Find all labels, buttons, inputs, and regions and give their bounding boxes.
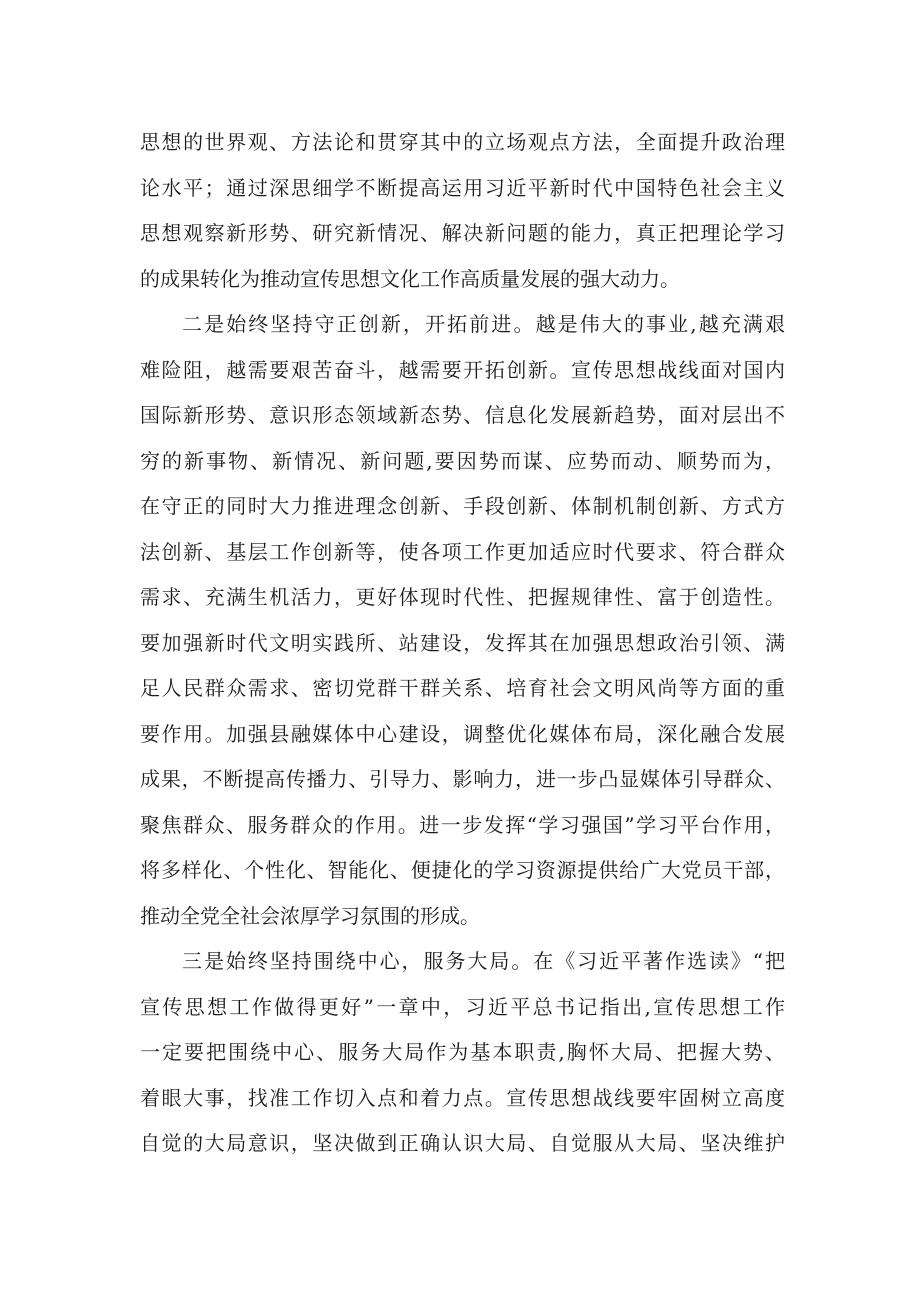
text-line: 自觉的大局意识，坚决做到正确认识大局、自觉服从大局、坚决维护: [140, 1131, 785, 1155]
text-line: 的成果转化为推动宣传思想文化工作高质量发展的强大动力。: [140, 266, 680, 291]
text-line: 要作用。加强县融媒体中心建设，调整优化媒体布局，深化融合发展: [140, 721, 785, 746]
text-line: 将多样化、个性化、智能化、便捷化的学习资源提供给广大党员干部，: [140, 858, 785, 882]
text-line: 国际新形势、意识形态领域新态势、信息化发展新趋势，面对层出不: [140, 403, 785, 427]
text-line: 成果，不断提高传播力、引导力、影响力，进一步凸显媒体引导群众、: [140, 767, 785, 791]
text-line: 推动全党全社会浓厚学习氛围的形成。: [140, 903, 480, 928]
text-line: 难险阻，越需要艰苦奋斗，越需要开拓创新。宣传思想战线面对国内: [140, 357, 785, 382]
text-line: 法创新、基层工作创新等，使各项工作更加适应时代要求、符合群众: [140, 539, 785, 564]
body-text: [140, 120, 785, 1167]
text-line: 思想观察新形势、研究新情况、解决新问题的能力，真正把理论学习: [140, 221, 785, 245]
text-line: 穷的新事物、新情况、新问题,要因势而谋、应势而动、顺势而为，: [140, 448, 785, 473]
text-line: 一定要把围绕中心、服务大局作为基本职责,胸怀大局、把握大势、: [140, 1040, 785, 1064]
text-line: 要加强新时代文明实践所、站建设，发挥其在加强思想政治引领、满: [140, 630, 785, 655]
text-line: 着眼大事，找准工作切入点和着力点。宣传思想战线要牢固树立高度: [140, 1085, 785, 1110]
text-line: 聚焦群众、服务群众的作用。进一步发挥“学习强国”学习平台作用，: [140, 812, 785, 837]
paragraph-first-line: 三是始终坚持围绕中心，服务大局。在《习近平著作选读》“把: [182, 949, 785, 973]
paragraph-first-line: 二是始终坚持守正创新，开拓前进。越是伟大的事业,越充满艰: [182, 312, 785, 336]
text-line: 思想的世界观、方法论和贯穿其中的立场观点方法，全面提升政治理: [140, 130, 785, 154]
text-line: 宣传思想工作做得更好”一章中，习近平总书记指出,宣传思想工作: [140, 994, 785, 1019]
text-line: 足人民群众需求、密切党群干群关系、培育社会文明风尚等方面的重: [140, 676, 785, 700]
text-line: 论水平；通过深思细学不断提高运用习近平新时代中国特色社会主义: [140, 175, 785, 200]
text-line: 在守正的同时大力推进理念创新、手段创新、体制机制创新、方式方: [140, 494, 785, 518]
text-line: 需求、充满生机活力，更好体现时代性、把握规律性、富于创造性。: [140, 585, 785, 609]
